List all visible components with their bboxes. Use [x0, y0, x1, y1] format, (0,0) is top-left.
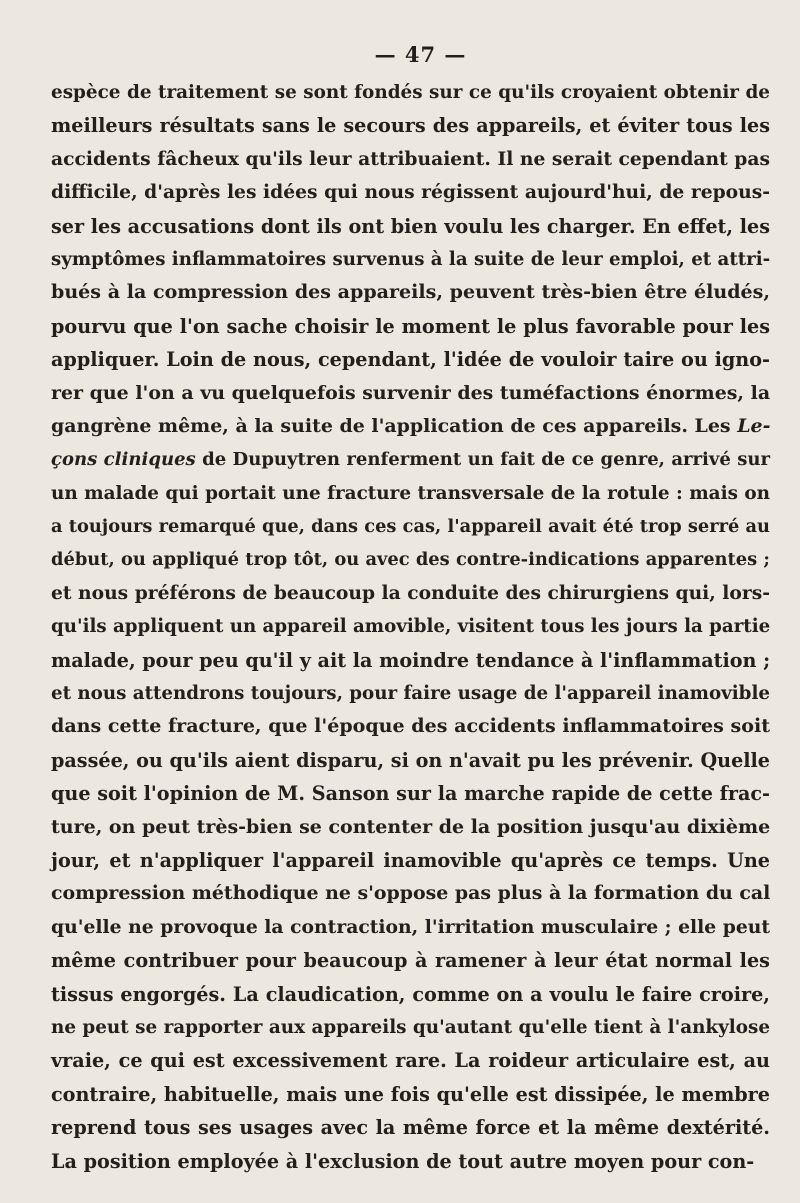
text-line: La position employée à l'exclusion de tout autre moyen pour con-: [51, 1149, 755, 1173]
italic-fragment: Le-: [737, 414, 771, 437]
italic-fragment: çons cliniques: [51, 449, 196, 471]
text-line: gangrène même, à la suite de l'application de ces appareils. Les Le-: [51, 414, 771, 437]
text-line: un malade qui portait une fracture transversale de la rotule : mais on: [51, 482, 770, 504]
text-line: symptômes inflammatoires survenus à la suite de leur emploi, et attri-: [51, 248, 771, 270]
text-line: début, ou appliqué trop tôt, ou avec des contre-indications apparentes ;: [51, 549, 770, 571]
text-line: ture, on peut très-bien se contenter de la position jusqu'au dixième: [51, 815, 771, 838]
body-text: [51, 76, 770, 1178]
text-line: espèce de traitement se sont fondés sur ce qu'ils croyaient obtenir de: [51, 82, 770, 103]
text-line: qu'ils appliquent un appareil amovible, visitent tous les jours la partie: [51, 616, 771, 638]
text-line: et nous préférons de beaucoup la conduite des chirurgiens qui, lors-: [51, 581, 770, 604]
text-line: malade, pour peu qu'il y ait la moindre tendance à l'inflammation ;: [51, 648, 771, 672]
text-line: bués à la compression des appareils, peuvent très-bien être éludés,: [51, 281, 770, 304]
page-number: — 47 —: [374, 42, 467, 67]
text-line: contraire, habituelle, mais une fois qu'elle est dissipée, le membre: [51, 1082, 770, 1106]
text-line: que soit l'opinion de M. Sanson sur la marche rapide de cette frac-: [51, 782, 770, 806]
text-line: ne peut se rapporter aux appareils qu'autant qu'elle tient à l'ankylose: [51, 1016, 770, 1038]
text-line: vraie, ce qui est excessivement rare. La roideur articulaire est, au: [51, 1049, 770, 1073]
text-line: a toujours remarqué que, dans ces cas, l'appareil avait été trop serré au: [51, 516, 770, 538]
text-line: tissus engorgés. La claudication, comme on a voulu le faire croire,: [51, 982, 770, 1006]
text-line: passée, ou qu'ils aient disparu, si on n'avait pu les prévenir. Quelle: [51, 748, 770, 772]
text-line: meilleurs résultats sans le secours des appareils, et éviter tous les: [51, 114, 770, 138]
text-line: ser les accusations dont ils ont bien voulu les charger. En effet, les: [51, 214, 770, 238]
text-line: jour, et n'appliquer l'appareil inamovible qu'après ce temps. Une: [51, 848, 770, 872]
text-line: difficile, d'après les idées qui nous régissent aujourd'hui, de repous-: [51, 181, 770, 204]
text-line: et nous attendrons toujours, pour faire usage de l'appareil inamovible: [51, 683, 770, 705]
text-line: accidents fâcheux qu'ils leur attribuaient. Il ne serait cependant pas: [51, 147, 770, 170]
text-line: dans cette fracture, que l'époque des accidents inflammatoires soit: [51, 715, 770, 738]
text-line: çons cliniques de Dupuytren renferment un fait de ce genre, arrivé sur: [51, 449, 770, 471]
text-line: qu'elle ne provoque la contraction, l'irritation musculaire ; elle peut: [51, 915, 771, 938]
text-line: rer que l'on a vu quelquefois survenir des tuméfactions énormes, la: [51, 381, 771, 404]
text-line: même contribuer pour beaucoup à ramener à leur état normal les: [51, 949, 770, 973]
text-line: appliquer. Loin de nous, cependant, l'idée de vouloir taire ou igno-: [51, 348, 770, 372]
text-line: pourvu que l'on sache choisir le moment le plus favorable pour les: [51, 314, 770, 338]
text-line: compression méthodique ne s'oppose pas plus à la formation du cal: [51, 882, 771, 905]
text-line: reprend tous ses usages avec la même force et la même dextérité.: [51, 1116, 770, 1140]
